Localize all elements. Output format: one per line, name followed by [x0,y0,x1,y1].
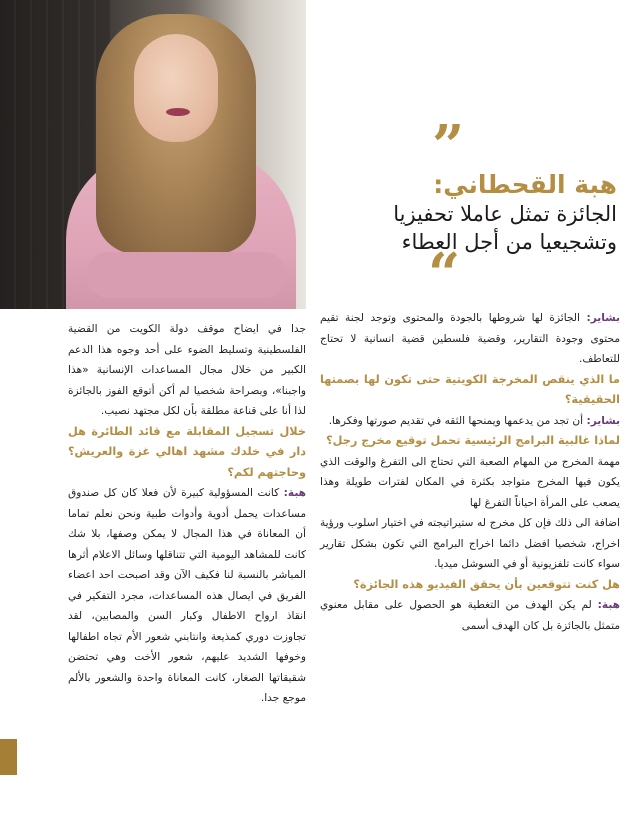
paragraph [320,411,620,432]
paragraph-text: مهمة المخرج من المهام الصعبة التي تحتاج الى التفرغ والوقت الذي يكون فيها المخرج متواجد بكثرة في المكان لفترات طويلة وهذا يصعب على المرأة احياناً التفرغ لها [320,455,620,509]
page-edge-tab [0,739,17,775]
quote-close-icon: “ [428,241,461,307]
portrait-photo [0,0,306,309]
headline-line-2: وتشجيعيا من أجل العطاء [401,230,617,254]
paragraph-text: كانت المسؤولية كبيرة لأن فعلا كان كل صندوق مساعدات يحمل أدوية وأدوات طبية ونحن نعلم تماما أن المعاناة في هذا المجال لا يمكن وصفها، بلا شك كانت للمشاهد اليومية التي تتناقلها وسائل الاعلام أثرها المباشر بالنسبة لنا فكيف الآن وقد اصبحت احد اعضاء الفريق في ايصال هذه المساعدات، مجرد التفكير في انقاذ ارواح الاطفال وكبار السن والمصابين، لقد تجاوزت دوري كمذيعة وانتابني شعور الأم تجاه اطفالها وخوفها الشديد عليهم، شعور الأخت وهي تحتضن شقيقاتها الصغار، كانت المعاناة واحدة والشعور بالألم موجع جدا. [68,487,306,704]
paragraph [320,595,620,636]
paragraph [68,483,306,709]
interview-name-heading: هبة القحطاني: [433,170,617,199]
paragraph-text: اضافة الى ذلك فإن كل مخرج له ستيراتيجته في اختيار اسلوب ورؤية اخراج، شخصيا افضل دائما اخراج البرامج التي تكون بشكل تقارير سواء كانت تلفزيونية أو في السوشل ميديا. [320,517,620,570]
face [134,34,218,142]
paragraph [320,308,620,370]
interview-question: خلال تسجيل المقابلة مع قائد الطائرة هل دار في خلدك مشهد اهالي غزة والعريش؟ وحاجتهم لكم؟ [68,424,306,479]
interview-question: ما الذي ينقص المخرجة الكويتية حتى تكون لها بصمتها الحقيقية؟ [320,372,620,406]
interview-question: لماذا غالبية البرامج الرئيسية تحمل توقيع مخرج رجل؟ [326,434,620,447]
interview-question: هل كنت تتوقعين بأن يحقق الفيديو هذه الجائزة؟ [353,577,620,591]
lips [166,108,190,116]
headline-line-1: الجائزة تمثل عاملا تحفيزيا [393,202,617,226]
left-article-column [68,319,306,709]
speaker-label: هبة: [283,487,306,499]
paragraph-text: أن تجد من يدعمها ويمنحها الثقه في تقديم صورتها وفكرها. [328,414,587,427]
paragraph-text: الجائزة لها شروطها بالجودة والمحتوى وتوجد لجنة تقيم محتوى وجودة التقارير، وقضية فلسطين قضية انسانية لا تحتاج للتعاطف. [320,312,620,365]
speaker-label: بشاير: [586,312,620,324]
speaker-label: بشاير: [586,414,620,427]
paragraph-text: لم يكن الهدف من التغطية هو الحصول على مقابل معنوي متمثل بالجائزة بل كان الهدف أسمى [320,599,620,632]
speaker-label: هبة: [597,599,620,611]
quote-open-icon: ” [432,113,465,179]
right-article-column [320,308,620,636]
crossed-arms [86,252,286,298]
paragraph-text: جدا في ايضاح موقف دولة الكويت من القضية الفلسطينية وتسليط الضوء على أحد وجوه هذا الدعم الكبير من خلال مجال المساعدات الإنسانية «هذا واجبنا»، وبصراحة شخصيا لم أكن أتوقع الفوز بالجائزة لذا أنا على قناعة مطلقة بأن لكل مجتهد نصيب. [68,323,306,417]
